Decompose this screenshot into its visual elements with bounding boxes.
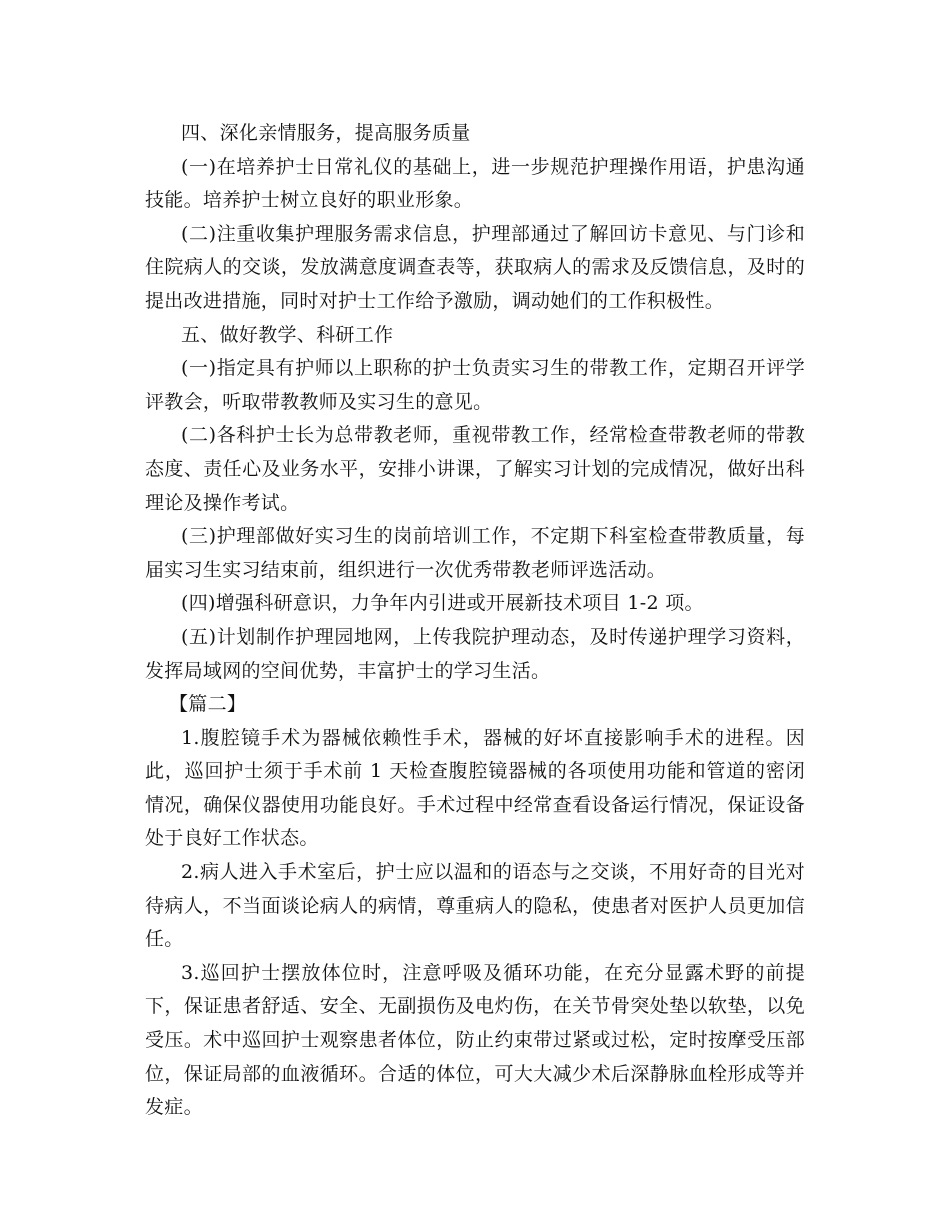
paragraph-part2-1: 1.腹腔镜手术为器械依赖性手术，器械的好坏直接影响手术的进程。因此，巡回护士须于手术前 1 天检查腹腔镜器械的各项使用功能和管道的密闭情况，确保仪器使用功能良好。手术过程中经常查看设备运行情况，保证设备处于良好工作状态。 — [145, 726, 805, 850]
section-heading-4: 四、深化亲情服务，提高服务质量 — [181, 122, 471, 144]
section-heading-5: 五、做好教学、科研工作 — [181, 323, 394, 346]
paragraph-part2-3: 3.巡回护士摆放体位时，注意呼吸及循环功能，在充分显露术野的前提下，保证患者舒适、安全、无副损伤及电灼伤，在关节骨突处垫以软垫，以免受压。术中巡回护士观察患者体位，防止约束带过紧或过松，定时按摩受压部位，保证局部的血液循环。合适的体位，可大大减少术后深静脉血栓形成等并发症。 — [145, 961, 805, 1119]
paragraph-5-5: (五)计划制作护理园地网，上传我院护理动态，及时传递护理学习资料，发挥局域网的空间优势，丰富护士的学习生活。 — [145, 625, 805, 682]
paragraph-4-1: (一)在培养护士日常礼仪的基础上，进一步规范护理操作用语，护患沟通技能。培养护士树立良好的职业形象。 — [145, 155, 805, 212]
part-two-heading: 【篇二】 — [169, 693, 247, 716]
paragraph-5-2: (二)各科护士长为总带教老师，重视带教工作，经常检查带教老师的带教态度、责任心及业务水平，安排小讲课，了解实习计划的完成情况，做好出科理论及操作考试。 — [145, 424, 805, 514]
paragraph-4-2: (二)注重收集护理服务需求信息，护理部通过了解回访卡意见、与门诊和住院病人的交谈，发放满意度调查表等，获取病人的需求及反馈信息，及时的提出改进措施，同时对护士工作给予激励，调动她们的工作积极性。 — [145, 222, 805, 312]
paragraph-5-4: (四)增强科研意识，力争年内引进或开展新技术项目 1-2 项。 — [181, 592, 704, 615]
paragraph-5-3: (三)护理部做好实习生的岗前培训工作，不定期下科室检查带教质量，每届实习生实习结束前，组织进行一次优秀带教老师评选活动。 — [145, 525, 805, 581]
paragraph-5-1: (一)指定具有护师以上职称的护士负责实习生的带教工作，定期召开评学评教会，听取带教教师及实习生的意见。 — [145, 357, 805, 413]
paragraph-part2-2: 2.病人进入手术室后，护士应以温和的语态与之交谈，不用好奇的目光对待病人，不当面谈论病人的病情，尊重病人的隐私，使患者对医护人员更加信任。 — [145, 861, 805, 951]
document-body — [145, 117, 805, 1125]
